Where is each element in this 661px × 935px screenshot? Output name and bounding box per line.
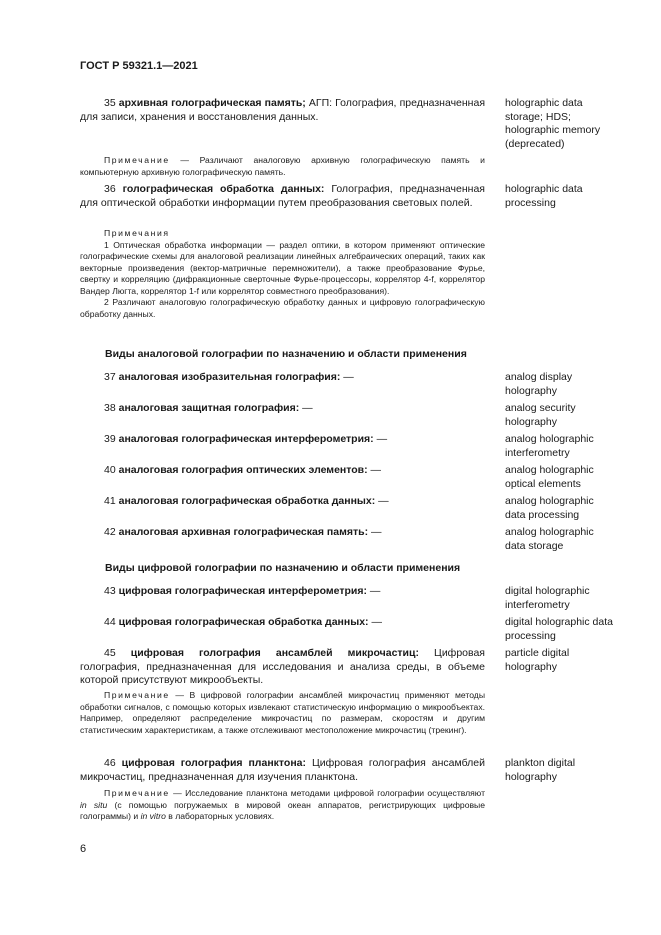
note-item-1: 1 Оптическая обработка информации — раздел оптики, в котором применяют оптические голографические схемы для аналоговой реализации линейных алгебраических операций, таких как векторные произведения (вектор-матричные перемножители), а также преобразование Фурье, свертку и корреляцию (дифракционные сверточные Фурье-процессоры, коррелятор 4-f, коррелятор Вандер Люгта, коррелятор 1-f или коррелятор совместного преобразования).	[80, 239, 485, 296]
note-text: — Различают аналоговую архивную голографическую память и компьютерную архивную голографическую память.	[80, 155, 485, 177]
term-english-43: digital holographic interferometry	[505, 585, 590, 611]
term-entry-40	[80, 464, 485, 478]
term-definition: —	[375, 495, 389, 507]
note-italic-term: in situ	[80, 799, 108, 810]
term-entry-42	[80, 526, 485, 540]
term-entry-36	[80, 183, 485, 210]
term-definition: Голография, предназначенная для оптической обработки информации путем преобразования световых полей.	[80, 183, 485, 209]
document-header: ГОСТ Р 59321.1—2021	[80, 60, 198, 72]
note-item-2: 2 Различают аналоговую голографическую обработку данных и цифровую голографическую обработку данных.	[80, 297, 485, 319]
notes-label: Примечания	[104, 228, 170, 238]
term-number: 35	[104, 97, 116, 109]
term-number: 42	[104, 526, 116, 538]
term-number: 43	[104, 585, 116, 597]
term-english-42: analog holographic data storage	[505, 526, 594, 552]
note-text: — Исследование планктона методами цифровой голографии осуществляют	[169, 788, 485, 798]
term-definition: Цифровая голография, предназначенная для исследования и анализа среды, в объеме которой присутствуют микрообъекты.	[80, 647, 485, 686]
term-entry-46	[80, 757, 485, 784]
note-45	[80, 690, 485, 736]
term-title: цифровая голография планктона:	[121, 757, 307, 769]
term-number: 39	[104, 433, 116, 445]
term-number: 44	[104, 616, 116, 628]
term-title: цифровая голографическая обработка данных:	[118, 616, 369, 628]
term-definition: —	[368, 616, 382, 628]
term-english-46: plankton digital holography	[505, 757, 576, 783]
term-entry-35	[80, 97, 485, 124]
term-title: аналоговая голографическая обработка данных:	[118, 495, 376, 507]
term-title: аналоговая голографическая интерферометрия:	[118, 433, 374, 445]
term-english-45: particle digital holography	[505, 647, 570, 673]
term-entry-37	[80, 371, 485, 385]
term-entry-43	[80, 585, 485, 599]
note-label: Примечание	[104, 690, 170, 700]
term-entry-44	[80, 616, 485, 630]
term-number: 41	[104, 495, 116, 507]
term-number: 37	[104, 371, 116, 383]
term-english-38: analog security holography	[505, 402, 576, 428]
term-title: аналоговая изобразительная голография:	[118, 371, 341, 383]
term-title: цифровая голографическая интерферометрия:	[118, 585, 367, 597]
section-heading-analog: Виды аналоговой голографии по назначению и области применения	[105, 348, 467, 360]
term-definition: —	[367, 585, 381, 597]
term-title: аналоговая голография оптических элементов:	[118, 464, 368, 476]
term-definition: Цифровая голография ансамблей микрочастиц, предназначенная для изучения планктона.	[80, 757, 485, 783]
term-number: 46	[104, 757, 116, 769]
note-text: — В цифровой голографии ансамблей микрочастиц применяют методы обработки сигналов, с помощью которых извлекают статистическую информацию о микрообъектах. Например, определяют распределение микрочастиц по размерам, скоростям и другим статистическим характеристикам, а также отслеживают местоположение микрочастиц (трекинг).	[80, 690, 485, 735]
note-label: Примечание	[104, 788, 170, 798]
term-entry-45	[80, 647, 485, 688]
term-title: аналоговая архивная голографическая память:	[118, 526, 369, 538]
term-entry-41	[80, 495, 485, 509]
term-english-36: holographic data processing	[505, 183, 583, 209]
term-definition: —	[373, 433, 388, 445]
page-number: 6	[80, 843, 87, 855]
note-text: (с помощью погружаемых в мировой океан аппаратов, регистрирующих цифровые голограммы) и	[80, 799, 486, 821]
term-definition: —	[340, 371, 354, 383]
note-label: Примечание	[104, 155, 170, 165]
term-title: архивная голографическая память;	[118, 97, 306, 109]
term-entry-39	[80, 433, 485, 447]
term-number: 36	[104, 183, 116, 195]
term-title: голографическая обработка данных:	[122, 183, 325, 195]
term-title: цифровая голография ансамблей микрочастиц:	[130, 647, 419, 659]
term-english-40: analog holographic optical elements	[505, 464, 594, 490]
section-heading-digital: Виды цифровой голографии по назначению и области применения	[105, 562, 461, 574]
term-number: 38	[104, 402, 116, 414]
term-definition: —	[299, 402, 313, 414]
term-english-37: analog display holography	[505, 371, 573, 397]
note-text: в лабораторных условиях.	[165, 811, 275, 821]
note-35	[80, 155, 485, 178]
term-number: 40	[104, 464, 116, 476]
term-english-44: digital holographic data processing	[505, 616, 613, 642]
term-english-39: analog holographic interferometry	[505, 433, 594, 459]
term-english-35: holographic data storage; HDS; holographic memory (deprecated)	[505, 97, 601, 150]
term-entry-38	[80, 402, 485, 416]
term-definition: —	[368, 526, 382, 538]
note-italic-term: in vitro	[140, 811, 166, 821]
term-definition: АГП: Голография, предназначенная для записи, хранения и восстановления данных.	[80, 97, 486, 123]
term-number: 45	[104, 647, 116, 659]
term-english-41: analog holographic data processing	[505, 495, 594, 521]
note-46	[80, 788, 485, 823]
notes-36	[80, 228, 485, 320]
term-definition: —	[367, 464, 382, 476]
term-title: аналоговая защитная голография:	[118, 402, 300, 414]
